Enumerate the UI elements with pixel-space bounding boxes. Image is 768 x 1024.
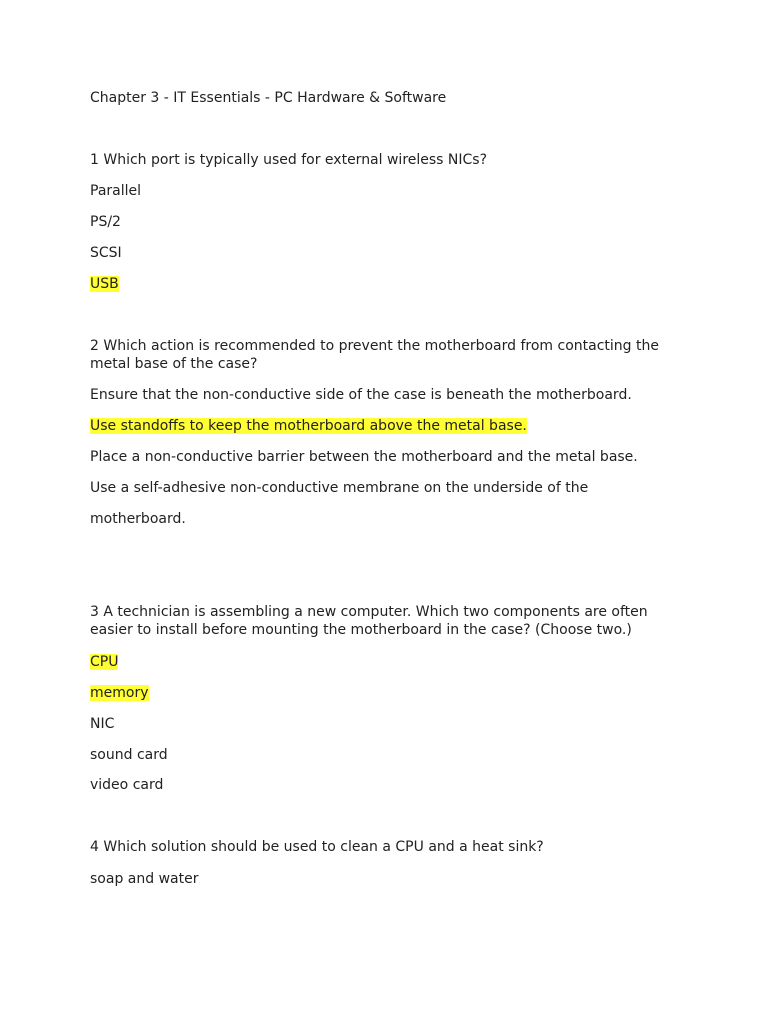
document-title: Chapter 3 - IT Essentials - PC Hardware & Software (90, 90, 447, 106)
question-2-line-2: metal base of the case? (90, 356, 258, 372)
question-1: 1 Which port is typically used for external wireless NICs? (90, 152, 488, 168)
answer-highlight: CPU (90, 654, 119, 670)
q2-option-4-line-1: Use a self-adhesive non-conductive membrane on the underside of the (90, 480, 589, 496)
q3-option-cpu-answer (90, 653, 118, 671)
q2-option-3: Place a non-conductive barrier between the motherboard and the metal base. (90, 449, 638, 465)
answer-highlight: Use standoffs to keep the motherboard above the metal base. (90, 418, 527, 434)
answer-highlight: memory (90, 685, 149, 701)
q1-option-ps2: PS/2 (90, 214, 121, 230)
answer-highlight: USB (90, 276, 119, 292)
question-2-line-1: 2 Which action is recommended to prevent the motherboard from contacting the (90, 338, 659, 354)
q3-option-video-card: video card (90, 777, 164, 793)
q2-option-1: Ensure that the non-conductive side of the case is beneath the motherboard. (90, 387, 632, 403)
q3-option-sound-card: sound card (90, 747, 168, 763)
question-3-line-1: 3 A technician is assembling a new computer. Which two components are often (90, 604, 648, 620)
question-4: 4 Which solution should be used to clean a CPU and a heat sink? (90, 839, 544, 855)
q3-option-nic: NIC (90, 716, 115, 732)
q4-option-soap-and-water: soap and water (90, 871, 199, 887)
q2-option-2-answer (90, 417, 527, 435)
q3-option-memory-answer (90, 684, 149, 702)
q2-option-4-line-2: motherboard. (90, 511, 186, 527)
q1-option-scsi: SCSI (90, 245, 122, 261)
question-3-line-2: easier to install before mounting the motherboard in the case? (Choose two.) (90, 622, 632, 638)
q1-option-parallel: Parallel (90, 183, 142, 199)
q1-option-usb-answer (90, 275, 119, 293)
